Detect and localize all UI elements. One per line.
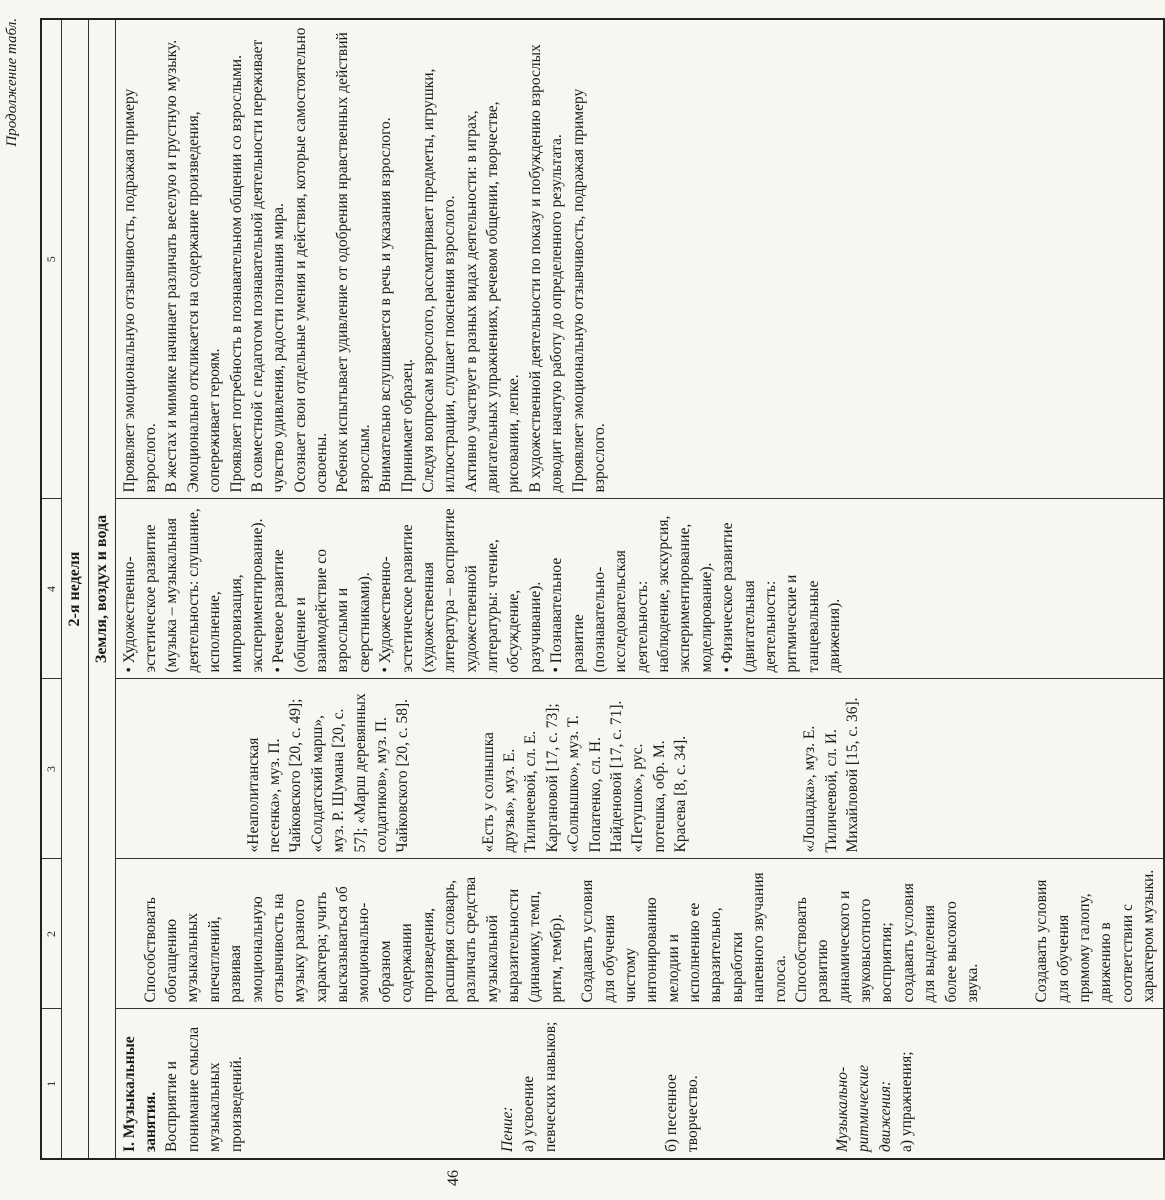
week-heading: 2-я неделя	[61, 19, 88, 1159]
outcome-line: Активно участвует в разных видах деятельности: в играх, двигательных упражнениях, речевом общении, творчестве, рисовании, лепке.	[462, 101, 523, 493]
outcome-line: Принимает образец.	[398, 359, 416, 493]
activity-type-cell	[115, 1009, 1163, 1159]
content-row	[115, 19, 1163, 1159]
section-heading: I. Музыкальные занятия.	[120, 1036, 160, 1152]
repertoire-text: «Лошадка», муз. Е. Тиличеевой, сл. И. Михайловой [15, с. 36].	[801, 697, 862, 853]
list-item: • Познавательное развитие (познавательно-исследовательская деятельность: наблюдение, экскурсия, экспериментирование, моделирование).	[546, 506, 717, 673]
outcome-line: В художественной деятельности по показу и побуждению взрослых доводит начатую работу до определенного результата.	[526, 44, 566, 493]
outcome-line: Проявляет эмоциональную отзывчивость, подражая примеру взрослого.	[120, 88, 160, 493]
list-item: • Художественно-эстетическое развитие (музыка – музыкальная деятельность: слушание, исполнение, импровизация, экспериментирование).	[119, 506, 269, 673]
task-text: Создавать условия для обучения чистому интонированию мелодии и исполнению ее выразительно, выработки напевного звучания голоса.	[579, 872, 789, 1003]
theme-heading: Земля, воздух и вода	[88, 19, 115, 1159]
rhythmic-a-text: а) упражнения;	[897, 1051, 915, 1152]
educational-areas-cell	[115, 499, 1163, 679]
repertoire-text: «Петушок», рус. потешка, обр. М. Красева [8, с. 34].	[629, 735, 690, 853]
task-text: Способствовать обогащению музыкальных впечатлений, развивая эмоциональную отзывчивость на музыку разного характера; учить высказываться об эмоционально-образном содержании произведения, расширяя словарь, различать средства музыкальной выразительности (динамику, темп, ритм, тембр).	[141, 876, 565, 1003]
outcome-line: Осознает свои отдельные умения и действия, которые самостоятельно освоены.	[291, 27, 331, 493]
outcome-line: Внимательно вслушивается в речь и указания взрослого.	[377, 117, 395, 493]
list-item: • Речевое развитие (общение и взаимодействие со взрослыми и сверстниками).	[268, 506, 375, 673]
outcome-line: Проявляет потребность в познавательном общении со взрослыми.	[227, 55, 245, 493]
column-number: 3	[41, 679, 61, 859]
outcome-line: В совместной с педагогом познавательной деятельности переживает чувство удивления, радости познания мира.	[248, 39, 288, 493]
repertoire-text: «Неаполитанская песенка», муз. П. Чайковского [20, с. 49]; «Солдатский марш», муз. Р. Шумана [20, с. 57]; «Марш деревянных солдатиков», муз. П. Чайковского [20, с. 58].	[244, 693, 412, 853]
column-number: 4	[41, 499, 61, 679]
list-item: • Физическое развитие (двигательная деятельность: ритмические и танцевальные движения).	[717, 506, 845, 673]
repertoire-cell	[115, 679, 1163, 859]
column-number-row	[41, 19, 61, 1159]
rhythmic-label: Музыкально-ритмические движения:	[833, 1064, 894, 1152]
target-outcomes-cell	[115, 19, 1163, 499]
column-number: 1	[41, 1009, 61, 1159]
list-item: • Художественно-эстетическое развитие (художественная литература – восприятие художественной литературы: чтение, обсуждение, разучивание).	[375, 506, 546, 673]
singing-a-text: а) усвоение певческих навыков;	[520, 1021, 559, 1152]
repertoire-text: «Есть у солнышка друзья», муз. Е. Тиличеевой, сл. Е. Каргановой [17, с. 73]; «Солнышко», муз. Т. Попатенко, сл. Н. Найденовой [17, с. 71].	[479, 700, 625, 853]
column-number: 5	[41, 19, 61, 499]
outcome-line: Проявляет эмоциональную отзывчивость, подражая примеру взрослого.	[569, 88, 608, 493]
task-text: Способствовать развитию динамического и звуковысотного восприятия; создавать условия для выделения более высокого звука.	[792, 883, 981, 1003]
tasks-cell	[115, 859, 1163, 1009]
singing-b-text: б) песенное творчество.	[663, 1074, 702, 1152]
continuation-label: Продолжение табл.	[4, 18, 20, 147]
outcome-line: Ребенок испытывает удивление от одобрения нравственных действий взрослым.	[334, 32, 373, 493]
singing-label: Пение:	[498, 1106, 516, 1152]
lesson-plan-table	[40, 18, 1165, 1160]
outcome-line: Следуя вопросам взрослого, рассматривает предметы, игрушки, иллюстрации, слушает пояснения взрослого.	[419, 68, 459, 493]
week-row	[61, 19, 88, 1159]
theme-row	[88, 19, 115, 1159]
outcome-line: В жестах и мимике начинает различать веселую и грустную музыку.	[163, 39, 181, 493]
outcome-line: Эмоционально откликается на содержание произведения, сопереживает героям.	[184, 111, 224, 493]
task-text: Создавать условия для обучения прямому галопу, движению в соответствии с характером музыки.	[1033, 869, 1158, 1003]
educational-areas-list	[119, 506, 846, 673]
page-number: 46	[445, 1170, 462, 1186]
column-number: 2	[41, 859, 61, 1009]
perception-text: Восприятие и понимание смысла музыкальных произведений.	[163, 1026, 245, 1152]
